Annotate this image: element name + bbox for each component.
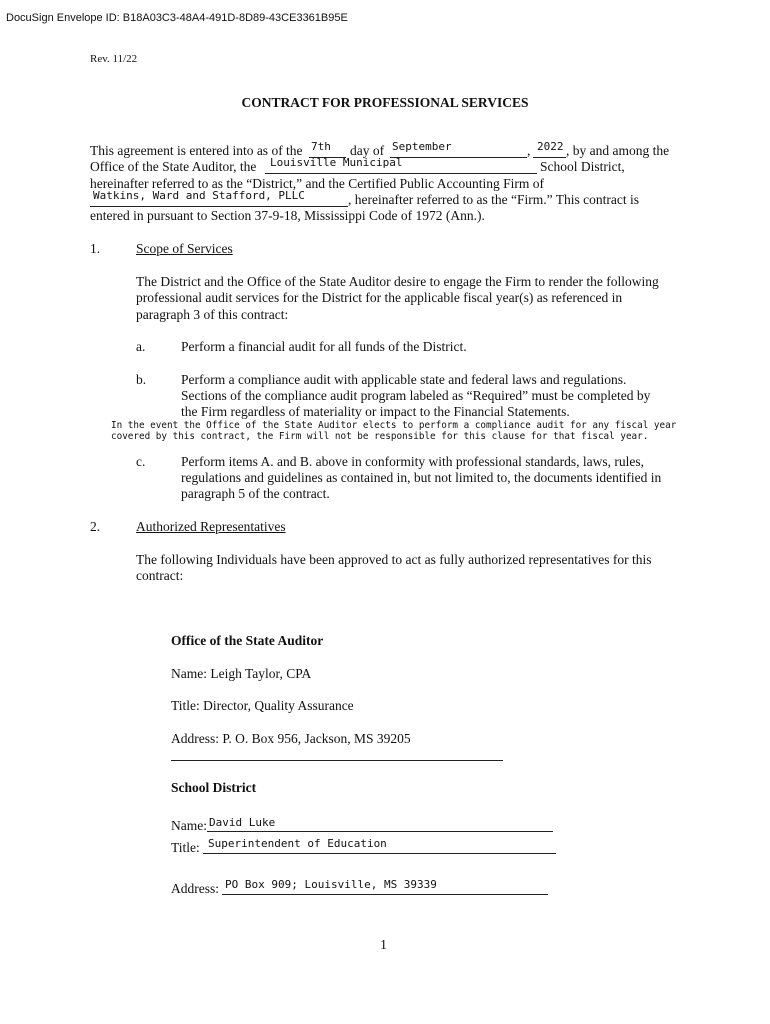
item-a-label: a. [136, 339, 146, 354]
osa-title: Title: Director, Quality Assurance [171, 698, 354, 713]
district-title-field[interactable]: Superintendent of Education [208, 837, 387, 850]
audit-note-line: covered by this contract, the Firm will not be responsible for this clause for that fiscal year. [111, 431, 649, 442]
section-1-number: 1. [90, 241, 101, 256]
item-c-line: regulations and guidelines as contained in, but not limited to, the documents identified in [181, 470, 662, 485]
intro-line-1b: day of [350, 143, 385, 158]
district-name-field[interactable]: David Luke [209, 816, 276, 829]
section-2-number: 2. [90, 519, 101, 534]
osa-name: Name: Leigh Taylor, CPA [171, 666, 312, 681]
osa-divider [171, 760, 503, 761]
firm-field[interactable]: Watkins, Ward and Stafford, PLLC [93, 189, 305, 202]
district-address-label: Address: [171, 881, 219, 896]
revision-label: Rev. 11/22 [90, 53, 138, 65]
section-1-para-line: The District and the Office of the State Auditor desire to engage the Firm to render the following [136, 274, 659, 289]
section-1-heading: Scope of Services [136, 241, 233, 256]
intro-line-4b: , hereinafter referred to as the “Firm.” This contract is [348, 192, 640, 207]
district-underline [265, 173, 537, 174]
osa-address: Address: P. O. Box 956, Jackson, MS 39205 [171, 731, 411, 746]
month-field[interactable]: September [392, 140, 452, 153]
section-2-heading: Authorized Representatives [136, 519, 286, 534]
envelope-id: DocuSign Envelope ID: B18A03C3-48A4-491D-8D89-43CE3361B95E [6, 12, 348, 24]
osa-heading: Office of the State Auditor [171, 633, 324, 648]
district-address-field[interactable]: PO Box 909; Louisville, MS 39339 [225, 878, 437, 891]
district-field[interactable]: Louisville Municipal [270, 156, 403, 169]
district-title-label: Title: [171, 840, 200, 855]
intro-line-2b: School District, [540, 159, 625, 174]
item-a-text: Perform a financial audit for all funds of the District. [181, 339, 467, 354]
section-1-para-line: professional audit services for the District for the applicable fiscal year(s) as referenced in [136, 290, 623, 305]
section-2-para-line: contract: [136, 568, 184, 583]
intro-line-2a: Office of the State Auditor, the [90, 159, 257, 174]
intro-line-5: entered in pursuant to Section 37-9-18, Mississippi Code of 1972 (Ann.). [90, 208, 485, 223]
item-b-line: Perform a compliance audit with applicable state and federal laws and regulations. [181, 372, 627, 387]
intro-line-3: hereinafter referred to as the “District,” and the Certified Public Accounting Firm of [90, 176, 544, 191]
page-number: 1 [380, 938, 387, 953]
intro-line-1a: This agreement is entered into as of the [90, 143, 303, 158]
district-address-underline [222, 894, 548, 895]
day-field[interactable]: 7th [311, 140, 331, 153]
item-b-line: Sections of the compliance audit program labeled as “Required” must be completed by [181, 388, 651, 403]
month-underline [390, 157, 527, 158]
document-title: CONTRACT FOR PROFESSIONAL SERVICES [241, 95, 529, 110]
year-underline [533, 157, 566, 158]
item-c-line: Perform items A. and B. above in conformity with professional standards, laws, rules, [181, 454, 645, 469]
district-title-underline [203, 853, 556, 854]
audit-note-line: In the event the Office of the State Auditor elects to perform a compliance audit for any fiscal year [111, 420, 677, 431]
district-heading: School District [171, 780, 257, 795]
item-b-line: the Firm regardless of materiality or impact to the Financial Statements. [181, 404, 570, 419]
year-field[interactable]: 2022 [537, 140, 564, 153]
intro-line-1c: , by and among the [566, 143, 670, 158]
district-name-underline [207, 831, 553, 832]
item-b-label: b. [136, 372, 147, 387]
firm-underline [90, 206, 348, 207]
district-name-label: Name: [171, 818, 207, 833]
item-c-line: paragraph 5 of the contract. [181, 486, 330, 501]
item-c-label: c. [136, 454, 146, 469]
section-2-para-line: The following Individuals have been approved to act as fully authorized representatives for this [136, 552, 652, 567]
section-1-para-line: paragraph 3 of this contract: [136, 307, 289, 322]
